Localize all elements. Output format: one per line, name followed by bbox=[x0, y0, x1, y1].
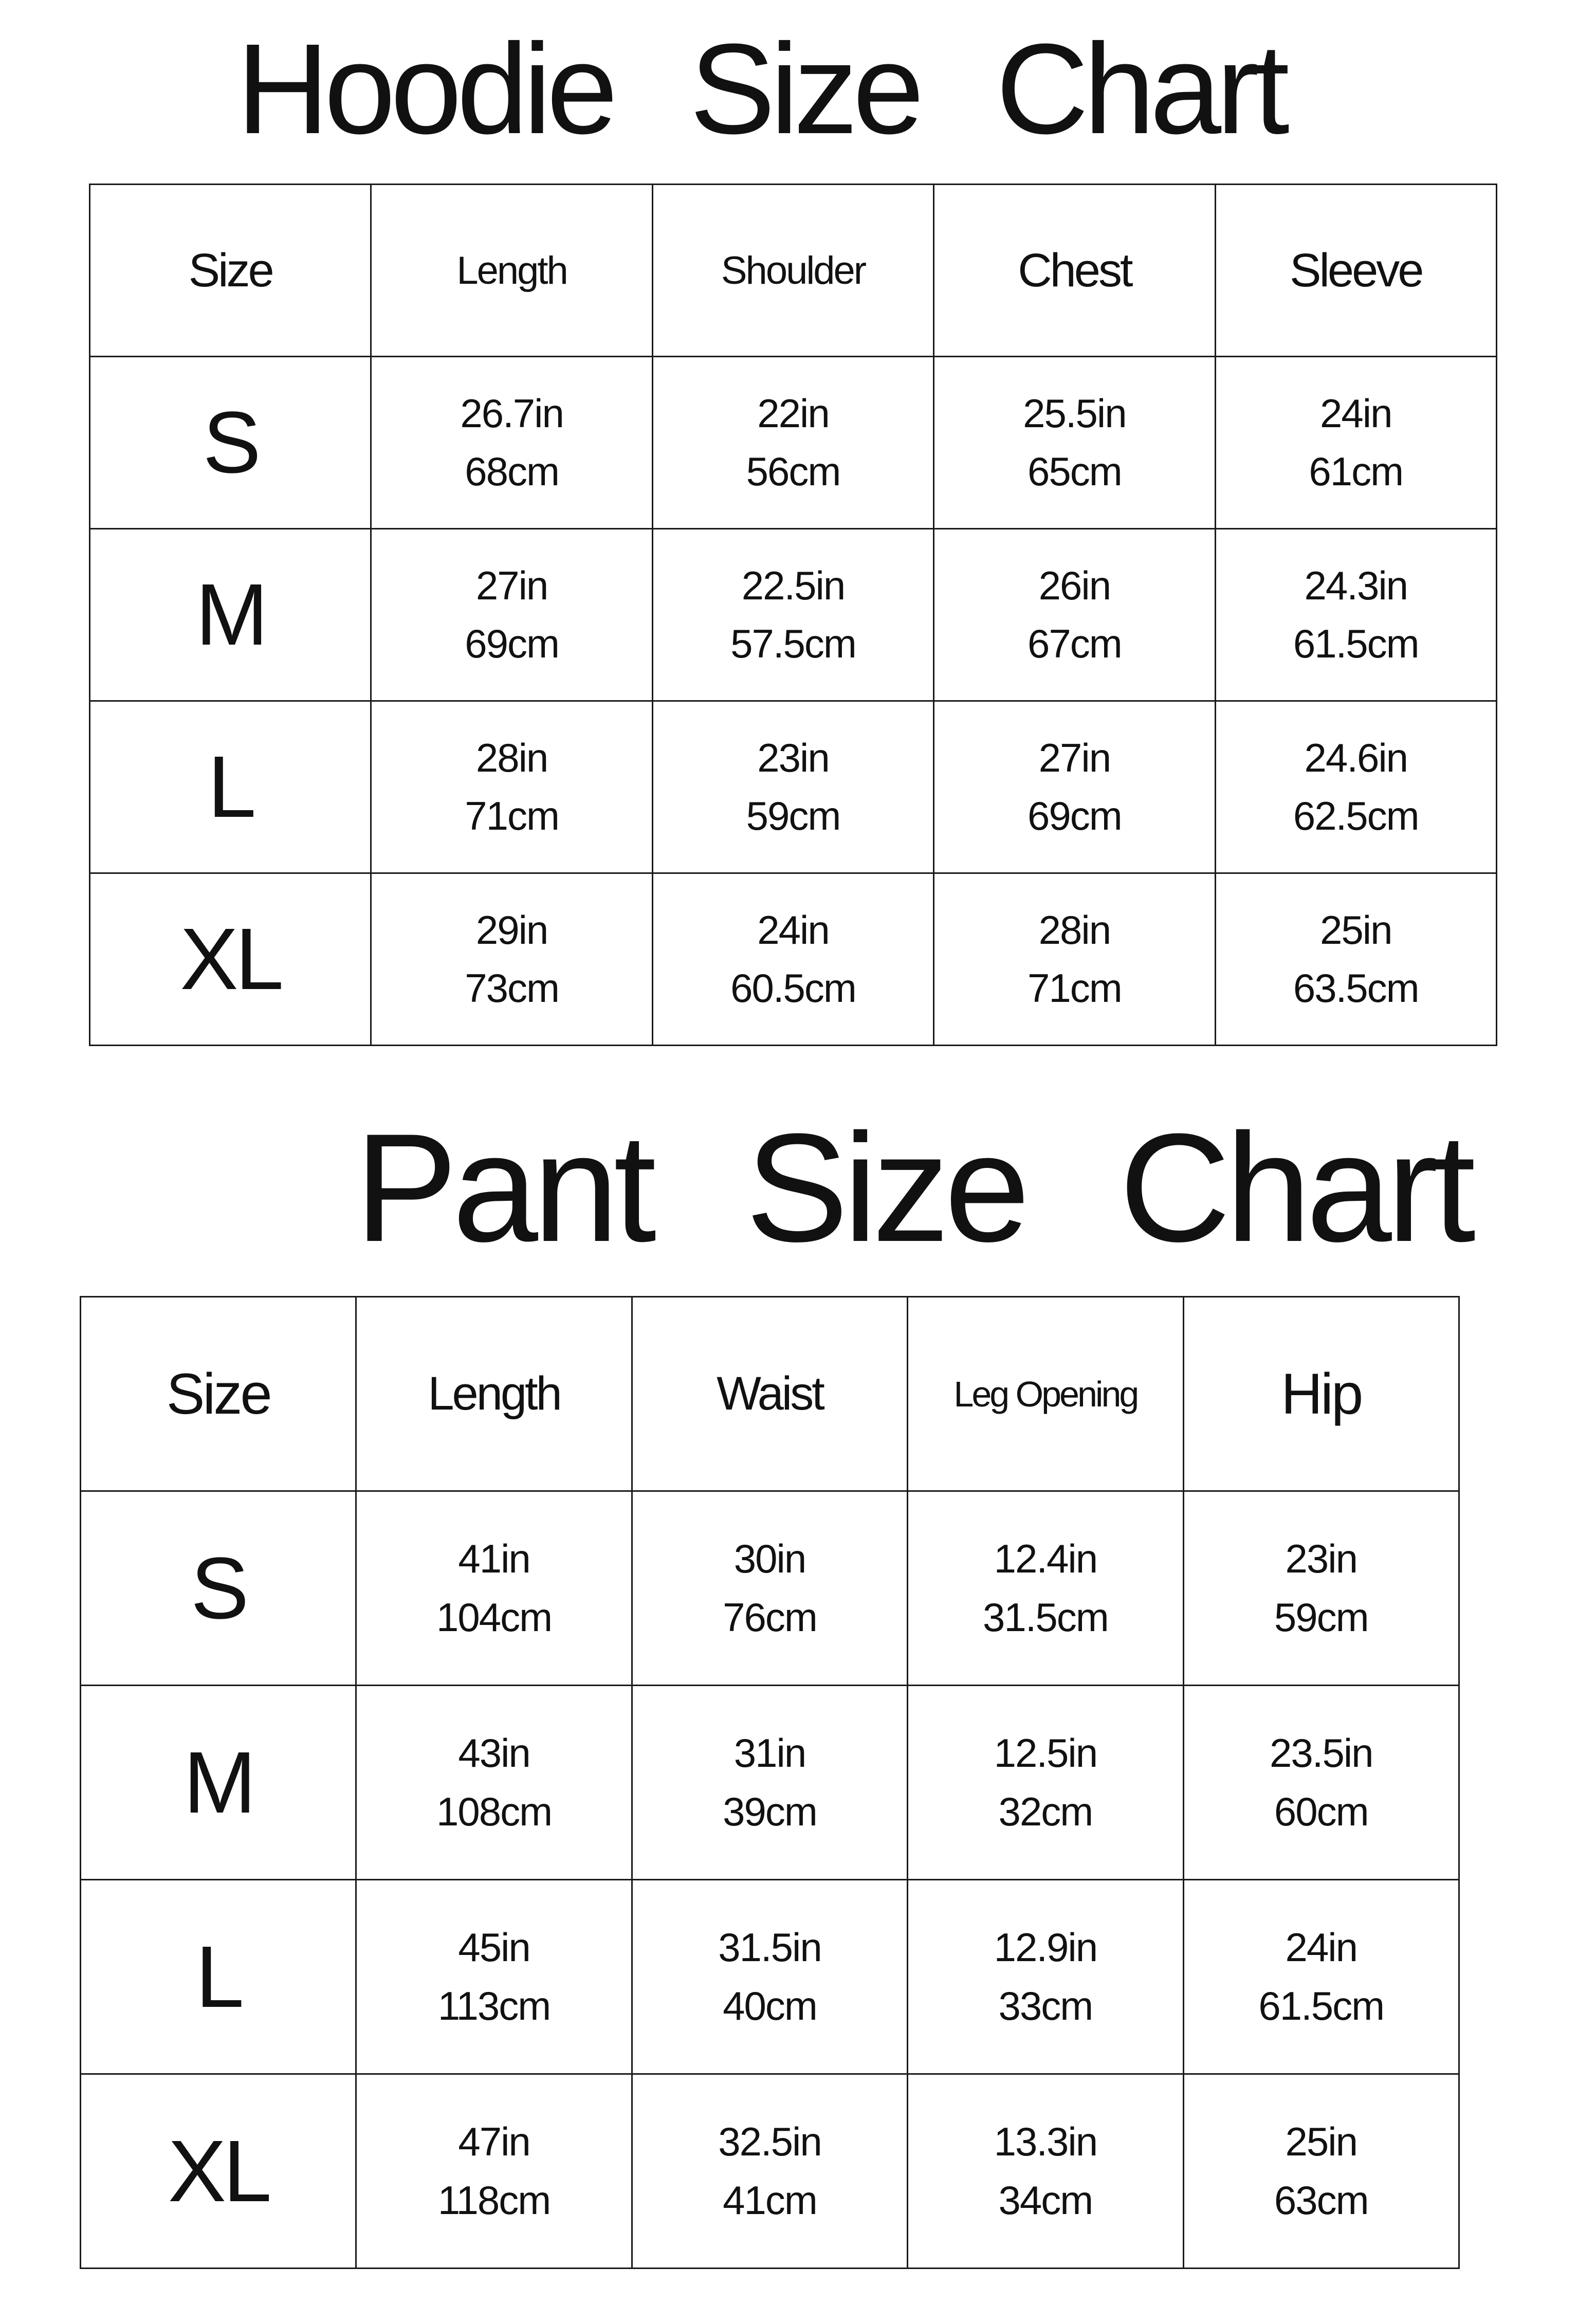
cm-value: 69cm bbox=[465, 621, 559, 666]
measurement-cell bbox=[1183, 1491, 1459, 1686]
title-word: Pant bbox=[355, 1101, 652, 1274]
measurement-cell bbox=[652, 357, 933, 529]
cm-value: 71cm bbox=[1028, 965, 1122, 1011]
inch-value: 22in bbox=[757, 390, 829, 436]
table-row bbox=[90, 873, 1497, 1046]
inch-value: 30in bbox=[733, 1536, 806, 1582]
inch-value: 29in bbox=[475, 907, 548, 953]
cm-value: 63.5cm bbox=[1293, 965, 1419, 1011]
inch-value: 24in bbox=[1320, 390, 1392, 436]
size-label: M bbox=[81, 1686, 356, 1880]
inch-value: 12.4in bbox=[994, 1536, 1097, 1582]
measurement-cell bbox=[908, 1491, 1183, 1686]
header-hip: Hip bbox=[1183, 1297, 1459, 1491]
size-label: M bbox=[90, 529, 371, 701]
cm-value: 113cm bbox=[437, 1983, 551, 2028]
cm-value: 62.5cm bbox=[1293, 793, 1419, 838]
header-size: Size bbox=[90, 185, 371, 357]
measurement-cell bbox=[1215, 873, 1496, 1046]
cm-value: 118cm bbox=[437, 2177, 551, 2223]
measurement-cell bbox=[632, 2074, 907, 2269]
measurement-cell bbox=[1183, 1686, 1459, 1880]
size-label: XL bbox=[81, 2074, 356, 2269]
measurement-cell bbox=[934, 873, 1215, 1046]
measurement-cell bbox=[1215, 357, 1496, 529]
header-row bbox=[81, 1297, 1459, 1491]
measurement-cell bbox=[632, 1686, 907, 1880]
pant-size-table bbox=[80, 1296, 1460, 2269]
cm-value: 33cm bbox=[998, 1983, 1093, 2028]
hoodie-size-table bbox=[89, 184, 1497, 1046]
cm-value: 34cm bbox=[998, 2177, 1093, 2223]
pant-size-chart-title bbox=[355, 1101, 1471, 1274]
cm-value: 61cm bbox=[1309, 449, 1403, 494]
cm-value: 40cm bbox=[723, 1983, 817, 2028]
table-row bbox=[90, 529, 1497, 701]
inch-value: 26in bbox=[1038, 562, 1111, 608]
measurement-cell bbox=[908, 2074, 1183, 2269]
hoodie-size-chart-title bbox=[236, 17, 1285, 160]
measurement-cell bbox=[1183, 1880, 1459, 2074]
cm-value: 65cm bbox=[1028, 449, 1122, 494]
cm-value: 73cm bbox=[465, 965, 559, 1011]
measurement-cell bbox=[371, 357, 652, 529]
inch-value: 47in bbox=[458, 2119, 530, 2165]
size-label: L bbox=[90, 701, 371, 873]
inch-value: 28in bbox=[1038, 907, 1111, 953]
cm-value: 61.5cm bbox=[1258, 1983, 1384, 2028]
cm-value: 104cm bbox=[436, 1594, 552, 1640]
measurement-cell bbox=[1183, 2074, 1459, 2269]
cm-value: 59cm bbox=[746, 793, 840, 838]
table-row bbox=[90, 357, 1497, 529]
header-row bbox=[90, 185, 1497, 357]
header-size: Size bbox=[81, 1297, 356, 1491]
cm-value: 71cm bbox=[465, 793, 559, 838]
measurement-cell bbox=[371, 701, 652, 873]
header-length: Length bbox=[356, 1297, 632, 1491]
size-label: S bbox=[81, 1491, 356, 1686]
inch-value: 27in bbox=[475, 562, 548, 608]
title-word: Size bbox=[745, 1101, 1025, 1274]
measurement-cell bbox=[908, 1880, 1183, 2074]
inch-value: 43in bbox=[458, 1730, 530, 1776]
cm-value: 108cm bbox=[436, 1788, 552, 1834]
measurement-cell bbox=[652, 701, 933, 873]
title-word: Size bbox=[689, 17, 920, 160]
cm-value: 63cm bbox=[1274, 2177, 1368, 2223]
measurement-cell bbox=[632, 1491, 907, 1686]
inch-value: 25in bbox=[1320, 907, 1392, 953]
measurement-cell bbox=[652, 873, 933, 1046]
inch-value: 45in bbox=[458, 1925, 530, 1970]
inch-value: 13.3in bbox=[994, 2119, 1097, 2165]
table-row bbox=[81, 1491, 1459, 1686]
measurement-cell bbox=[934, 701, 1215, 873]
cm-value: 69cm bbox=[1028, 793, 1122, 838]
header-waist: Waist bbox=[632, 1297, 907, 1491]
title-word: Chart bbox=[996, 17, 1285, 160]
inch-value: 26.7in bbox=[460, 390, 563, 436]
size-label: L bbox=[81, 1880, 356, 2074]
measurement-cell bbox=[356, 1686, 632, 1880]
table-row bbox=[81, 1686, 1459, 1880]
inch-value: 24in bbox=[1285, 1925, 1357, 1970]
cm-value: 59cm bbox=[1274, 1594, 1368, 1640]
table-row bbox=[90, 701, 1497, 873]
cm-value: 60.5cm bbox=[730, 965, 856, 1011]
size-label: XL bbox=[90, 873, 371, 1046]
inch-value: 41in bbox=[458, 1536, 530, 1582]
cm-value: 56cm bbox=[746, 449, 840, 494]
inch-value: 12.5in bbox=[994, 1730, 1097, 1776]
inch-value: 22.5in bbox=[741, 562, 845, 608]
inch-value: 23.5in bbox=[1270, 1730, 1373, 1776]
inch-value: 24.6in bbox=[1304, 735, 1408, 780]
measurement-cell bbox=[356, 1880, 632, 2074]
cm-value: 31.5cm bbox=[982, 1594, 1108, 1640]
inch-value: 27in bbox=[1038, 735, 1111, 780]
header-sleeve: Sleeve bbox=[1215, 185, 1496, 357]
measurement-cell bbox=[652, 529, 933, 701]
measurement-cell bbox=[1215, 701, 1496, 873]
header-shoulder: Shoulder bbox=[652, 185, 933, 357]
measurement-cell bbox=[934, 529, 1215, 701]
inch-value: 24.3in bbox=[1304, 562, 1408, 608]
cm-value: 32cm bbox=[998, 1788, 1093, 1834]
table-row bbox=[81, 1880, 1459, 2074]
cm-value: 60cm bbox=[1274, 1788, 1368, 1834]
inch-value: 28in bbox=[475, 735, 548, 780]
title-word: Chart bbox=[1119, 1101, 1471, 1274]
measurement-cell bbox=[934, 357, 1215, 529]
inch-value: 23in bbox=[757, 735, 829, 780]
cm-value: 61.5cm bbox=[1293, 621, 1419, 666]
cm-value: 68cm bbox=[465, 449, 559, 494]
cm-value: 76cm bbox=[723, 1594, 817, 1640]
inch-value: 12.9in bbox=[994, 1925, 1097, 1970]
inch-value: 23in bbox=[1285, 1536, 1357, 1582]
inch-value: 32.5in bbox=[718, 2119, 821, 2165]
inch-value: 31.5in bbox=[718, 1925, 821, 1970]
cm-value: 41cm bbox=[723, 2177, 817, 2223]
inch-value: 31in bbox=[733, 1730, 806, 1776]
measurement-cell bbox=[371, 529, 652, 701]
header-chest: Chest bbox=[934, 185, 1215, 357]
size-label: S bbox=[90, 357, 371, 529]
title-word: Hoodie bbox=[236, 17, 613, 160]
measurement-cell bbox=[1215, 529, 1496, 701]
table-row bbox=[81, 2074, 1459, 2269]
measurement-cell bbox=[371, 873, 652, 1046]
cm-value: 39cm bbox=[723, 1788, 817, 1834]
measurement-cell bbox=[356, 2074, 632, 2269]
inch-value: 24in bbox=[757, 907, 829, 953]
header-leg-opening: Leg Opening bbox=[908, 1297, 1183, 1491]
measurement-cell bbox=[908, 1686, 1183, 1880]
header-length: Length bbox=[371, 185, 652, 357]
inch-value: 25in bbox=[1285, 2119, 1357, 2165]
measurement-cell bbox=[632, 1880, 907, 2074]
cm-value: 67cm bbox=[1028, 621, 1122, 666]
inch-value: 25.5in bbox=[1023, 390, 1126, 436]
cm-value: 57.5cm bbox=[730, 621, 856, 666]
measurement-cell bbox=[356, 1491, 632, 1686]
